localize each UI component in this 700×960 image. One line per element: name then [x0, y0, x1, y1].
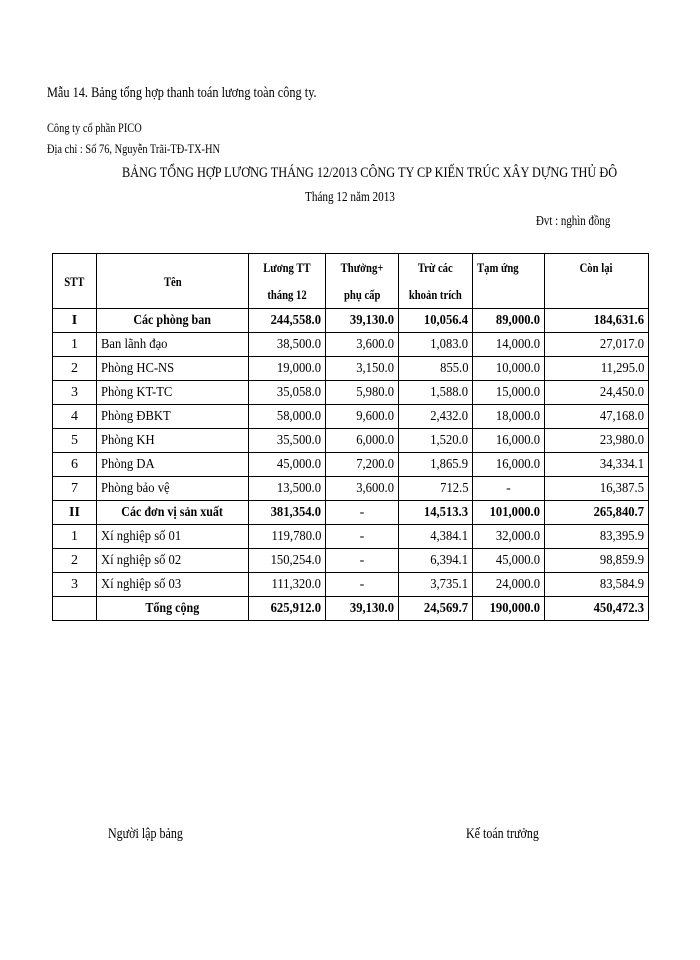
document-date: Tháng 12 năm 2013: [305, 190, 395, 205]
salary-summary-table: [52, 253, 649, 621]
cell-deductions: 855.0: [399, 357, 473, 381]
cell-remaining: 34,334.1: [545, 453, 649, 477]
cell-advance: 18,000.0: [473, 405, 545, 429]
unit-label: Đvt : nghìn đồng: [536, 214, 611, 229]
table-row: [53, 573, 649, 597]
cell-advance: 32,000.0: [473, 525, 545, 549]
cell-deductions: 14,513.3: [399, 501, 473, 525]
cell-stt: II: [53, 501, 97, 525]
cell-salary: 19,000.0: [249, 357, 326, 381]
cell-name: Xí nghiệp số 02: [97, 549, 249, 573]
cell-bonus: 3,600.0: [326, 477, 399, 501]
table-row: [53, 381, 649, 405]
cell-stt: 1: [53, 525, 97, 549]
cell-remaining: 16,387.5: [545, 477, 649, 501]
cell-name: Phòng bảo vệ: [97, 477, 249, 501]
cell-bonus: 3,600.0: [326, 333, 399, 357]
cell-salary: 244,558.0: [249, 309, 326, 333]
cell-stt: I: [53, 309, 97, 333]
cell-bonus: 39,130.0: [326, 597, 399, 621]
header-advance: Tạm ứng: [473, 254, 545, 309]
cell-deductions: 2,432.0: [399, 405, 473, 429]
table-row: [53, 525, 649, 549]
cell-advance: 16,000.0: [473, 429, 545, 453]
cell-remaining: 265,840.7: [545, 501, 649, 525]
header-bonus: Thưởng+ phụ cấp: [326, 254, 399, 309]
cell-deductions: 4,384.1: [399, 525, 473, 549]
cell-bonus: 6,000.0: [326, 429, 399, 453]
cell-salary: 35,058.0: [249, 381, 326, 405]
table-row-group-departments: [53, 309, 649, 333]
cell-stt: 7: [53, 477, 97, 501]
cell-advance: 24,000.0: [473, 573, 545, 597]
cell-advance: 15,000.0: [473, 381, 545, 405]
cell-advance: 16,000.0: [473, 453, 545, 477]
cell-bonus: -: [326, 501, 399, 525]
cell-name: Xí nghiệp số 03: [97, 573, 249, 597]
cell-remaining: 98,859.9: [545, 549, 649, 573]
cell-bonus: -: [326, 549, 399, 573]
cell-advance: 10,000.0: [473, 357, 545, 381]
cell-name: Phòng ĐBKT: [97, 405, 249, 429]
cell-deductions: 3,735.1: [399, 573, 473, 597]
cell-deductions: 1,865.9: [399, 453, 473, 477]
cell-advance: -: [473, 477, 545, 501]
cell-deductions: 712.5: [399, 477, 473, 501]
cell-deductions: 24,569.7: [399, 597, 473, 621]
table-header-row: [53, 254, 649, 309]
cell-stt: 1: [53, 333, 97, 357]
cell-advance: 101,000.0: [473, 501, 545, 525]
cell-salary: 58,000.0: [249, 405, 326, 429]
header-name: Tên: [97, 254, 249, 309]
cell-name: Ban lãnh đạo: [97, 333, 249, 357]
cell-stt: 4: [53, 405, 97, 429]
cell-name: Xí nghiệp số 01: [97, 525, 249, 549]
cell-stt: [53, 597, 97, 621]
cell-remaining: 27,017.0: [545, 333, 649, 357]
cell-bonus: -: [326, 525, 399, 549]
signature-accountant-label: Kế toán trưởng: [466, 826, 539, 842]
cell-bonus: 9,600.0: [326, 405, 399, 429]
cell-stt: 3: [53, 381, 97, 405]
cell-salary: 13,500.0: [249, 477, 326, 501]
cell-remaining: 184,631.6: [545, 309, 649, 333]
company-address: Địa chỉ : Số 76, Nguyễn Trãi-TĐ-TX-HN: [47, 141, 221, 156]
cell-remaining: 11,295.0: [545, 357, 649, 381]
cell-salary: 111,320.0: [249, 573, 326, 597]
table-row: [53, 453, 649, 477]
cell-name: Phòng DA: [97, 453, 249, 477]
cell-remaining: 47,168.0: [545, 405, 649, 429]
form-title: Mẫu 14. Bảng tổng hợp thanh toán lương toàn công ty.: [47, 85, 317, 101]
cell-stt: 3: [53, 573, 97, 597]
cell-name: Phòng KT-TC: [97, 381, 249, 405]
table-row-group-production-units: [53, 501, 649, 525]
table-row: [53, 549, 649, 573]
cell-stt: 2: [53, 549, 97, 573]
cell-name: Các phòng ban: [97, 309, 249, 333]
cell-salary: 45,000.0: [249, 453, 326, 477]
cell-name: Phòng KH: [97, 429, 249, 453]
cell-advance: 89,000.0: [473, 309, 545, 333]
cell-advance: 45,000.0: [473, 549, 545, 573]
cell-deductions: 1,588.0: [399, 381, 473, 405]
cell-salary: 38,500.0: [249, 333, 326, 357]
cell-stt: 5: [53, 429, 97, 453]
cell-remaining: 24,450.0: [545, 381, 649, 405]
cell-bonus: 7,200.0: [326, 453, 399, 477]
cell-deductions: 1,083.0: [399, 333, 473, 357]
cell-name: Tổng cộng: [97, 597, 249, 621]
table-row-total: [53, 597, 649, 621]
cell-bonus: 5,980.0: [326, 381, 399, 405]
header-salary: Lương TT tháng 12: [249, 254, 326, 309]
cell-bonus: 3,150.0: [326, 357, 399, 381]
cell-bonus: 39,130.0: [326, 309, 399, 333]
cell-salary: 150,254.0: [249, 549, 326, 573]
header-deductions: Trừ các khoản trích: [399, 254, 473, 309]
table-row: [53, 405, 649, 429]
cell-remaining: 23,980.0: [545, 429, 649, 453]
cell-salary: 381,354.0: [249, 501, 326, 525]
cell-advance: 190,000.0: [473, 597, 545, 621]
cell-stt: 2: [53, 357, 97, 381]
table-row: [53, 357, 649, 381]
cell-name: Phòng HC-NS: [97, 357, 249, 381]
cell-remaining: 83,584.9: [545, 573, 649, 597]
cell-deductions: 10,056.4: [399, 309, 473, 333]
cell-salary: 625,912.0: [249, 597, 326, 621]
document-title: BẢNG TỔNG HỢP LƯƠNG THÁNG 12/2013 CÔNG TY CP KIẾN TRÚC XÂY DỰNG THỦ ĐÔ: [122, 165, 618, 181]
company-name: Công ty cổ phần PICO: [47, 120, 142, 135]
header-stt: STT: [53, 254, 97, 309]
cell-bonus: -: [326, 573, 399, 597]
table-row: [53, 429, 649, 453]
cell-stt: 6: [53, 453, 97, 477]
cell-deductions: 6,394.1: [399, 549, 473, 573]
cell-salary: 35,500.0: [249, 429, 326, 453]
cell-remaining: 83,395.9: [545, 525, 649, 549]
cell-name: Các đơn vị sản xuất: [97, 501, 249, 525]
header-remaining: Còn lại: [545, 254, 649, 309]
signature-preparer-label: Người lập bảng: [108, 826, 183, 842]
table-row: [53, 477, 649, 501]
cell-remaining: 450,472.3: [545, 597, 649, 621]
cell-salary: 119,780.0: [249, 525, 326, 549]
cell-deductions: 1,520.0: [399, 429, 473, 453]
cell-advance: 14,000.0: [473, 333, 545, 357]
table-row: [53, 333, 649, 357]
